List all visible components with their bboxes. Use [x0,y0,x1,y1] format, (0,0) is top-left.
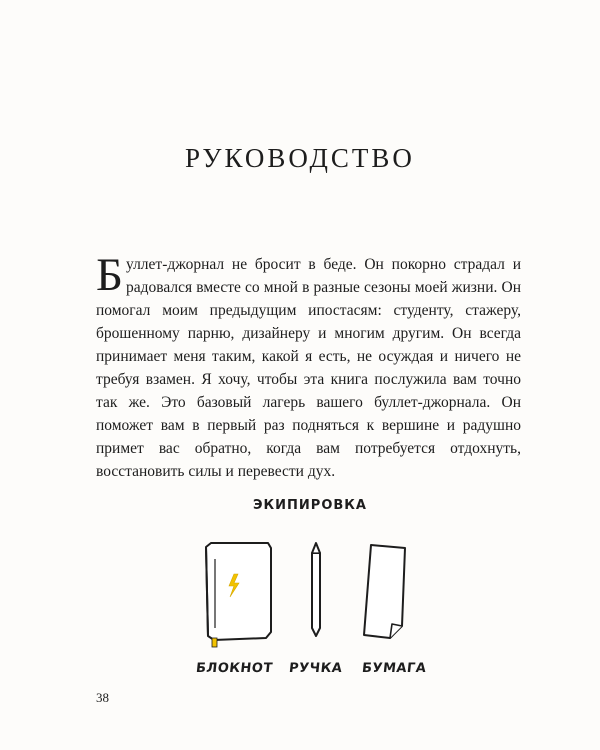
pen-label: РУЧКА [288,661,344,676]
chapter-title: РУКОВОДСТВО [185,143,415,173]
intro-paragraph-text: уллет-джорнал не бросит в беде. Он покорно страдал и радовался вместе со мной в разные сезоны моей жизни. Он помогал моим предыдущим ипостасям: студенту, стажеру, брошенному парню, дизайнеру и многим другим. Он всегда принимает меня таким, какой я есть, не осуждая и ничего не требуя взамен. Я хочу, чтобы эта книга послужила вам точно так же. Это базовый лагерь вашего буллет-джорнала. Он поможет вам в первый раз подняться к вершине и радушно примет вас обратно, когда вам потребуется отдохнуть, восстановить силы и перевести дух. [96,256,521,480]
notebook-icon [206,543,271,647]
equipment-title: ЭКИПИРОВКА [253,498,367,513]
paper-label: БУМАГА [361,661,428,676]
paper-icon [364,545,405,638]
page-number: 38 [96,690,109,705]
bookmark-ribbon-icon [212,638,217,647]
drop-cap: Б [96,249,123,301]
pen-icon [312,543,320,636]
notebook-label: БЛОКНОТ [195,661,274,676]
